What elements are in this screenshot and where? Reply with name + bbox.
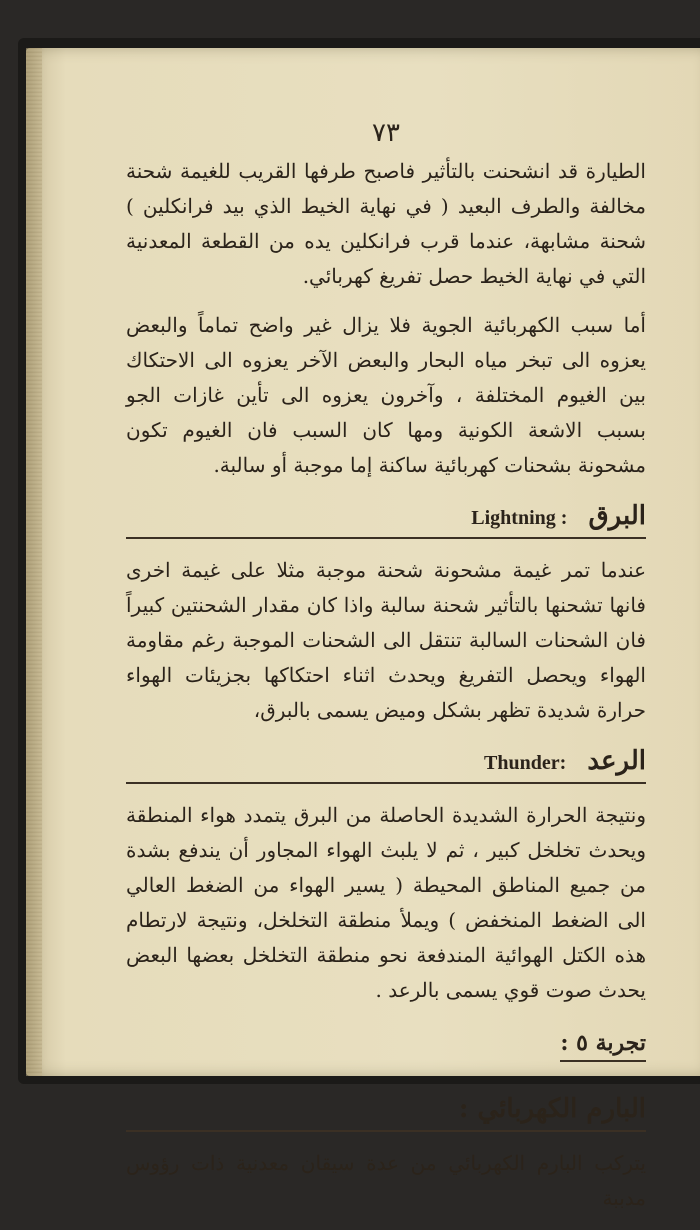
cause-paragraph: أما سبب الكهربائية الجوية فلا يزال غير واضح تماماً والبعض يعزوه الى تبخر مياه البحار والبعض الآخر يعزوه الى الاحتكاك بين الغيوم المختلفة ، وآخرون يعزوه الى تأين غازات الجو بسبب الاشعة الكونية ومها كان السبب فان الغيوم تكون مشحونة بشحنات كهربائية ساكنة إما موجبة أو سالبة. [126,313,646,477]
page-binding-edge [26,48,42,1076]
lightning-paragraph: عندما تمر غيمة مشحونة شحنة موجبة مثلا على غيمة اخرى فانها تشحنها بالتأثير شحنة سالبة واذا كان مقدار الشحنتين كبيراً فان الشحنات السالبة تنتقل الى الشحنات الموجبة رغم مقاومة الهواء ويحصل التفريغ ويحدث اثناء احتكاكها بجزيئات الهواء حرارة شديدة تظهر بشكل وميض يسمى بالبرق، [126,558,647,722]
page-content [126,118,646,1230]
page-number: ٧٣ [372,118,400,148]
lightning-heading-arabic: البرق [588,501,646,531]
lightning-rod-paragraph: يتركب البارم الكهربائي من عدة سيقان معدنية ذات رؤوس مدببة [126,1151,646,1210]
thunder-heading [126,746,646,784]
experiment-block [126,1022,646,1076]
lightning-heading-english: Lightning : [471,507,568,529]
intro-paragraph: الطيارة قد انشحنت بالتأثير فاصبح طرفها القريب للغيمة شحنة مخالفة والطرف البعيد ( في نهاية الخيط الذي بيد فرانكلين ) شحنة مشابهة، عندما قرب فرانكلين يده من القطعة المعدنية التي في نهاية الخيط حصل تفريغ كهربائي. [126,159,646,288]
thunder-heading-english: Thunder: [484,752,567,774]
experiment-label: تجربة ٥ : [560,1030,646,1062]
lightning-heading [126,501,646,539]
thunder-heading-arabic: الرعد [587,746,646,776]
lightning-rod-heading: البارم الكهربائي : [126,1094,646,1132]
thunder-paragraph: ونتيجة الحرارة الشديدة الحاصلة من البرق يتمدد هواء المنطقة ويحدث تخلخل كبير ، ثم لا يلبث الهواء المجاور أن يندفع بشدة من جميع المناطق المحيطة ( يسير الهواء من الضغط العالي الى الضغط المنخفض ) ويملأ منطقة التخلخل، ونتيجة لارتطام هذه الكتل الهوائية المندفعة نحو منطقة التخلخل بعضها البعض يحدث صوت قوي يسمى بالرعد . [126,803,646,1002]
book-page [26,48,700,1210]
